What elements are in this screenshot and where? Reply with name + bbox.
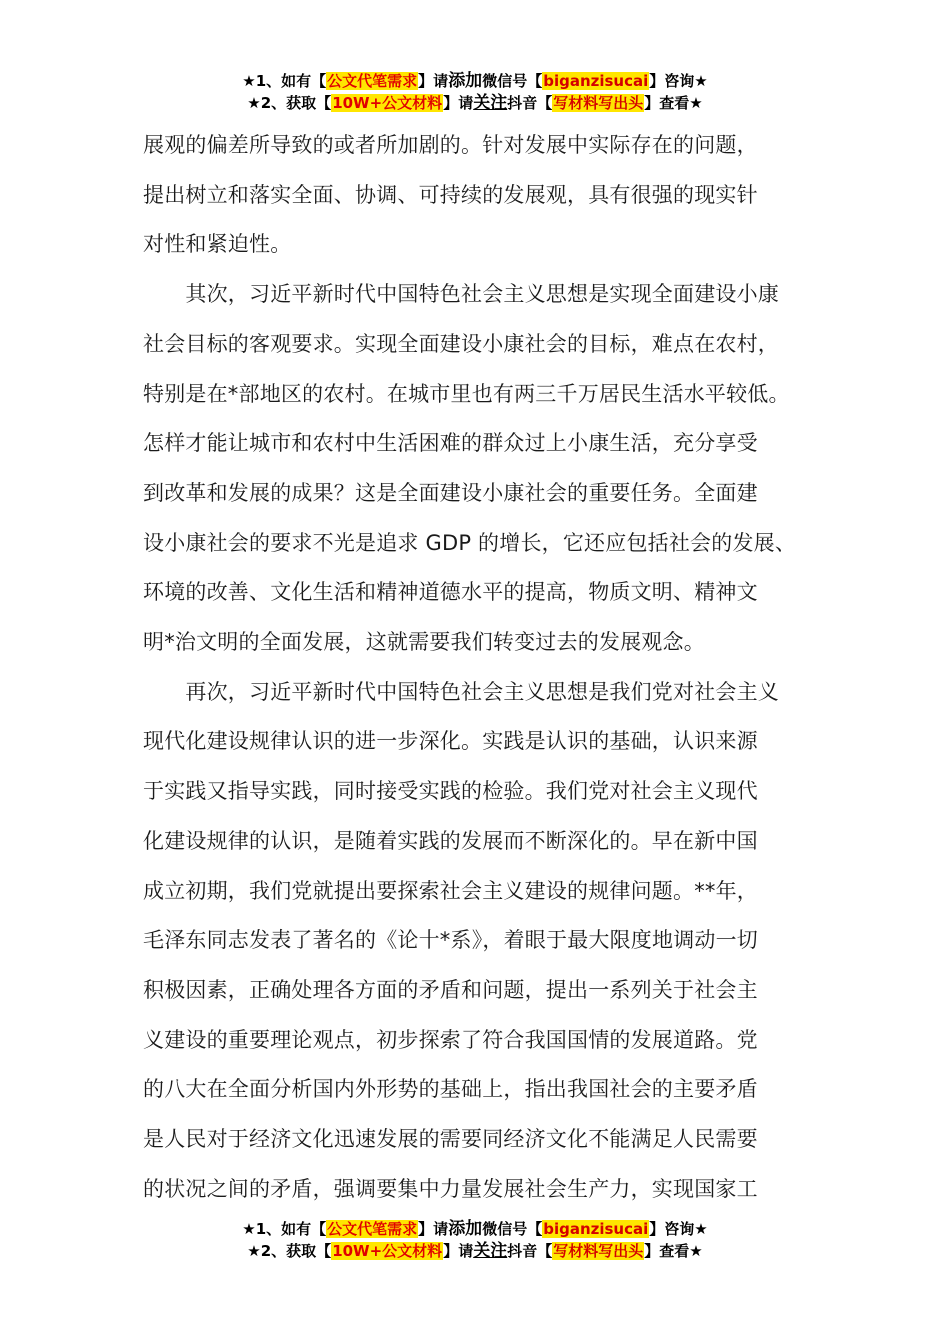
footer-banner: [0, 1218, 950, 1262]
footer-line-2-mid2: 抖音【: [507, 1242, 553, 1260]
text-line: 化建设规律的认识，是随着实践的发展而不断深化的。早在新中国: [143, 828, 758, 853]
text-line: 对性和紧迫性。: [143, 232, 292, 257]
wechat-id-link[interactable]: biganzisucai: [543, 72, 649, 90]
text-line: 提出树立和落实全面、协调、可持续的发展观，具有很强的现实针: [143, 182, 758, 207]
text-line: 设小康社会的要求不光是追求 GDP 的增长，它还应包括社会的发展、: [143, 530, 797, 555]
header-line-2-mid1: 】请: [443, 94, 474, 112]
star-icon: ★: [242, 1220, 256, 1238]
star-icon: ★: [242, 72, 256, 90]
footer-line-2: [0, 1240, 950, 1262]
text-line: 到改革和发展的成果？这是全面建设小康社会的重要任务。全面建: [143, 480, 758, 505]
douyin-account-link[interactable]: 写材料写出头: [553, 94, 644, 112]
header-line-2: [0, 92, 950, 114]
paragraph-3: [143, 668, 823, 1215]
text-line: 现代化建设规律认识的进一步深化。实践是认识的基础，认识来源: [143, 729, 758, 754]
footer-line-1-emph: 添加: [448, 1219, 483, 1239]
text-line: 义建设的重要理论观点，初步探索了符合我国国情的发展道路。党: [143, 1027, 758, 1052]
header-line-1-prefix: 1、如有【: [255, 72, 327, 90]
ghostwriting-tag: 公文代笔需求: [327, 1220, 418, 1238]
footer-line-2-mid1: 】请: [443, 1242, 474, 1260]
star-icon: ★: [247, 94, 261, 112]
text-line: 展观的偏差所导致的或者所加剧的。针对发展中实际存在的问题，: [143, 133, 758, 157]
ghostwriting-tag: 公文代笔需求: [327, 72, 418, 90]
text-line: 的状况之间的矛盾，强调要集中力量发展社会生产力，实现国家工: [143, 1176, 758, 1201]
materials-tag: 10W+公文材料: [332, 94, 443, 112]
text-line: 怎样才能让城市和农村中生活困难的群众过上小康生活，充分享受: [143, 431, 758, 456]
header-line-2-mid2: 抖音【: [507, 94, 553, 112]
header-banner: [0, 70, 950, 114]
text-line: 社会目标的客观要求。实现全面建设小康社会的目标，难点在农村，: [143, 331, 779, 356]
star-icon: ★: [247, 1242, 261, 1260]
footer-line-1: [0, 1218, 950, 1240]
text-line: 其次，习近平新时代中国特色社会主义思想是实现全面建设小康: [143, 282, 779, 307]
footer-line-2-emph: 关注: [473, 1241, 508, 1261]
text-line: 是人民对于经济文化迅速发展的需要同经济文化不能满足人民需要: [143, 1127, 758, 1152]
text-line: 毛泽东同志发表了著名的《论十*系》，着眼于最大限度地调动一切: [143, 928, 758, 953]
header-line-1-mid2: 微信号【: [482, 72, 543, 90]
document-body: [143, 121, 823, 1214]
header-line-1-mid1: 】请: [418, 72, 449, 90]
header-line-2-prefix: 2、获取【: [260, 94, 332, 112]
wechat-id-link[interactable]: biganzisucai: [543, 1220, 649, 1238]
text-line: 环境的改善、文化生活和精神道德水平的提高，物质文明、精神文: [143, 580, 758, 605]
footer-line-2-suffix: 】查看★: [644, 1242, 703, 1260]
header-line-1: [0, 70, 950, 92]
paragraph-1: [143, 121, 823, 270]
text-line: 于实践又指导实践，同时接受实践的检验。我们党对社会主义现代: [143, 779, 758, 804]
footer-line-1-mid1: 】请: [418, 1220, 449, 1238]
text-line: 积极因素，正确处理各方面的矛盾和问题，提出一系列关于社会主: [143, 977, 758, 1002]
text-line: 成立初期，我们党就提出要探索社会主义建设的规律问题。**年，: [143, 878, 758, 903]
footer-line-1-suffix: 】咨询★: [649, 1220, 708, 1238]
text-line: 明*治文明的全面发展，这就需要我们转变过去的发展观念。: [143, 630, 705, 655]
text-line: 再次，习近平新时代中国特色社会主义思想是我们党对社会主义: [143, 679, 779, 704]
footer-line-1-mid2: 微信号【: [482, 1220, 543, 1238]
header-line-2-emph: 关注: [473, 93, 508, 113]
header-line-2-suffix: 】查看★: [644, 94, 703, 112]
footer-line-1-prefix: 1、如有【: [255, 1220, 327, 1238]
footer-line-2-prefix: 2、获取【: [260, 1242, 332, 1260]
text-line: 的八大在全面分析国内外形势的基础上，指出我国社会的主要矛盾: [143, 1077, 758, 1102]
materials-tag: 10W+公文材料: [332, 1242, 443, 1260]
header-line-1-suffix: 】咨询★: [649, 72, 708, 90]
paragraph-2: [143, 270, 823, 668]
text-line: 特别是在*部地区的农村。在城市里也有两三千万居民生活水平较低。: [143, 381, 790, 406]
header-line-1-emph: 添加: [448, 71, 483, 91]
douyin-account-link[interactable]: 写材料写出头: [553, 1242, 644, 1260]
